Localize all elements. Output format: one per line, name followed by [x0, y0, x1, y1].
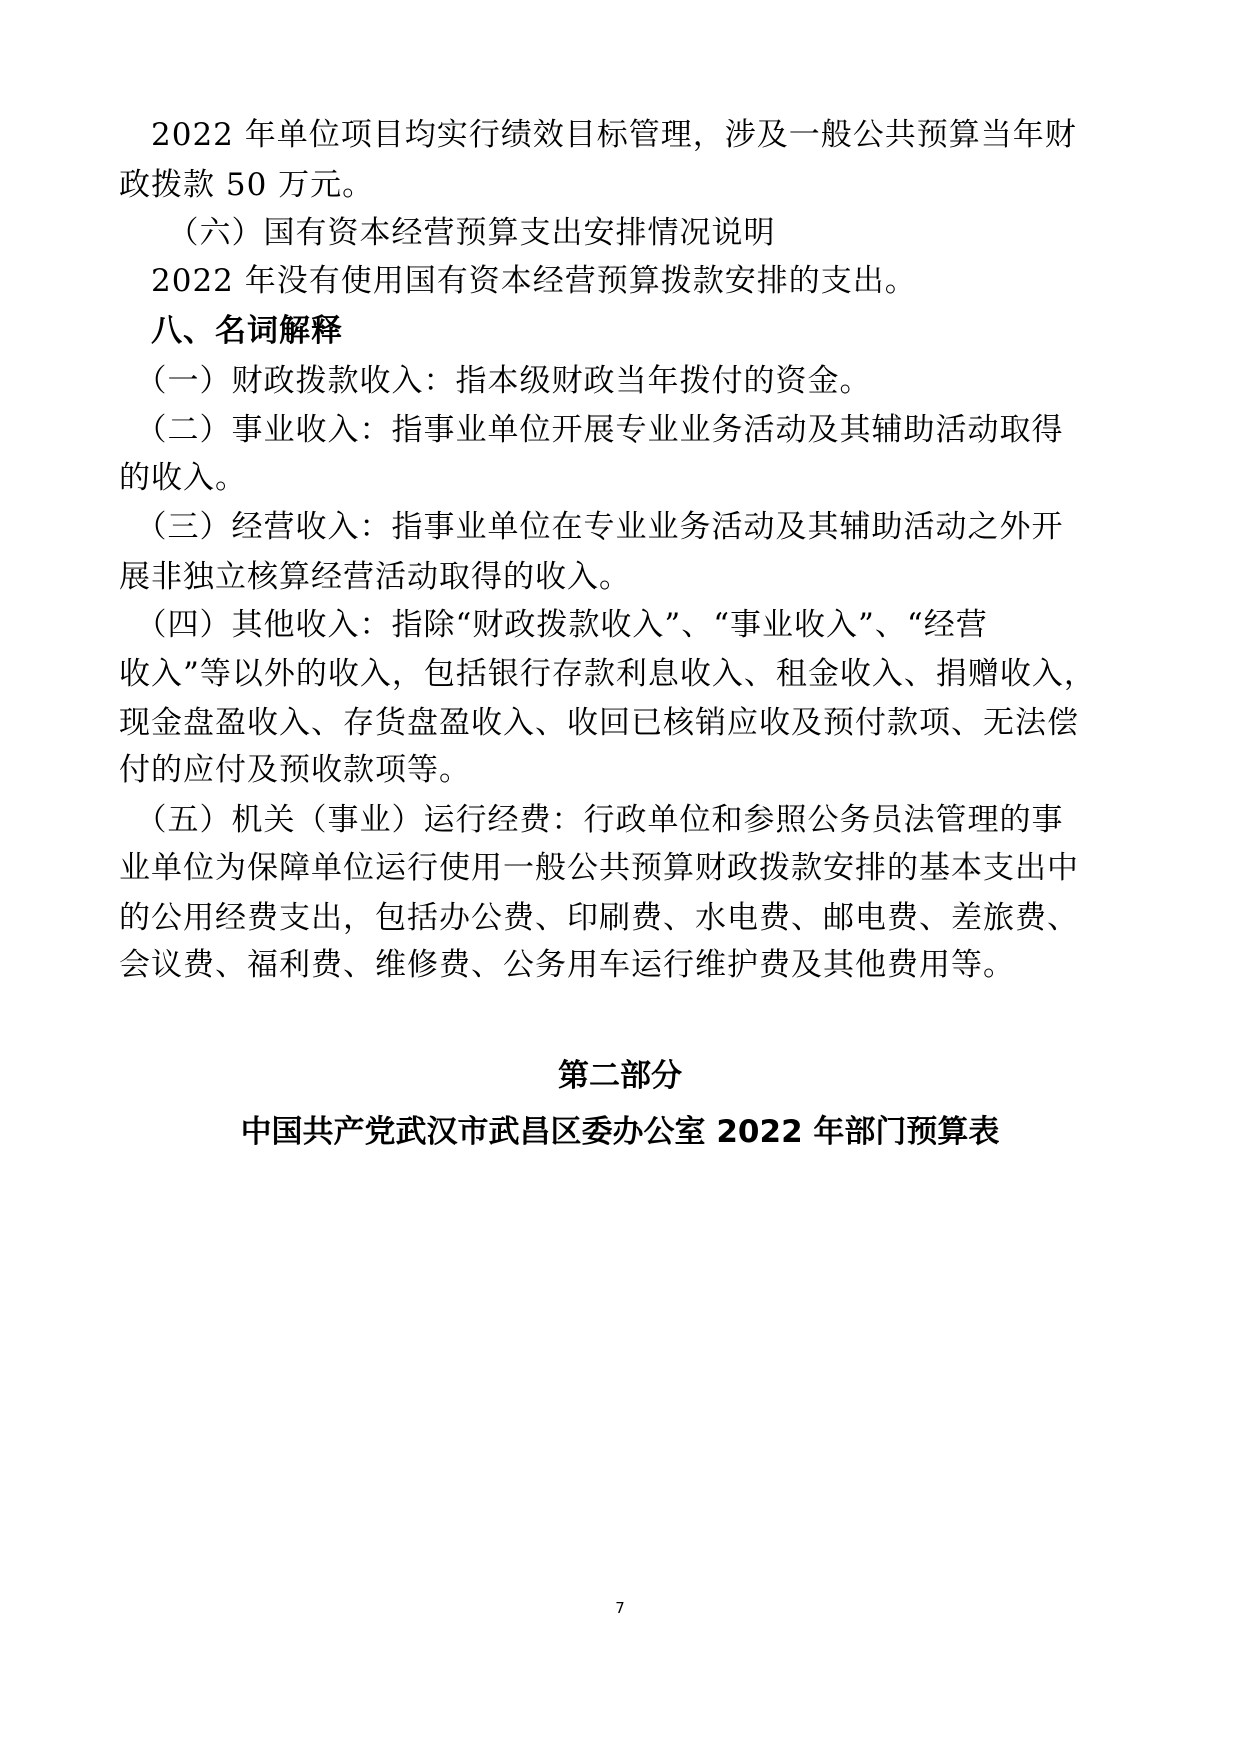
paragraph-line: 会议费、福利费、维修费、公务用车运行维护费及其他费用等。 — [119, 947, 1015, 983]
paragraph-line: （一）财政拨款收入：指本级财政当年拨付的资金。 — [119, 363, 872, 399]
paragraph-line: 政拨款 50 万元。 — [119, 167, 375, 203]
paragraph-line: （二）事业收入：指事业单位开展专业业务活动及其辅助活动取得 — [119, 412, 1064, 448]
paragraph-line: （六）国有资本经营预算支出安排情况说明 — [119, 215, 776, 251]
paragraph-line: 的收入。 — [119, 460, 247, 496]
section-heading: 八、名词解释 — [119, 313, 343, 349]
paragraph-line: （三）经营收入：指事业单位在专业业务活动及其辅助活动之外开 — [119, 509, 1064, 545]
paragraph-line: 2022 年没有使用国有资本经营预算拨款安排的支出。 — [119, 263, 917, 299]
paragraph-line: 收入”等以外的收入，包括银行存款利息收入、租金收入、捐赠收入， — [119, 656, 1096, 692]
paragraph-line: 现金盘盈收入、存货盘盈收入、收回已核销应收及预付款项、无法偿 — [119, 705, 1079, 741]
paragraph-line: （五）机关（事业）运行经费：行政单位和参照公务员法管理的事 — [119, 802, 1064, 838]
paragraph-line: 2022 年单位项目均实行绩效目标管理，涉及一般公共预算当年财 — [119, 117, 1077, 153]
page-number: 7 — [615, 1599, 625, 1617]
paragraph-line: 展非独立核算经营活动取得的收入。 — [119, 559, 631, 595]
paragraph-line: 业单位为保障单位运行使用一般公共预算财政拨款安排的基本支出中 — [119, 850, 1079, 886]
part-title: 第二部分 — [558, 1058, 682, 1094]
paragraph-line: 付的应付及预收款项等。 — [119, 752, 471, 788]
paragraph-line: （四）其他收入：指除“财政拨款收入”、“事业收入”、“经营 — [119, 607, 988, 643]
table-title: 中国共产党武汉市武昌区委办公室 2022 年部门预算表 — [240, 1114, 1000, 1150]
paragraph-line: 的公用经费支出，包括办公费、印刷费、水电费、邮电费、差旅费、 — [119, 900, 1079, 936]
